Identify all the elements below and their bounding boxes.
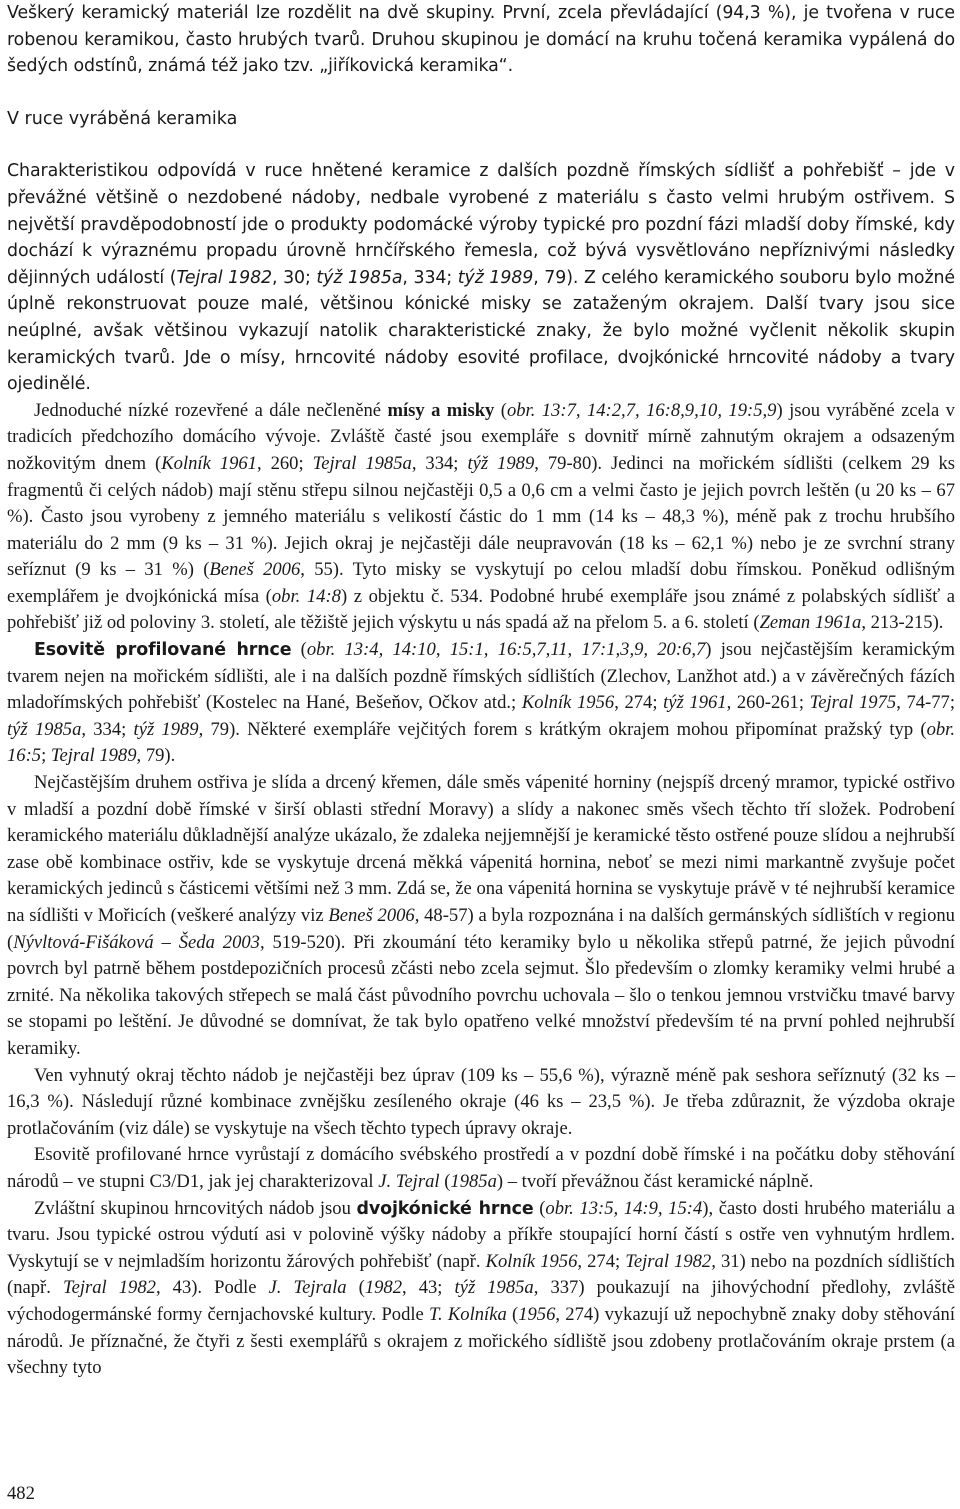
citation: Tejral 1982 xyxy=(62,1277,156,1299)
text-run: ) jsou nejčastějším keramickým tvarem nejen na mořickém sídlišti, ale i na dalších pozdně římských sídlištích (Zlechov, Lanžhot atd.) a v závěrečných fázích mladořímských pohřebišť (Kostelec na Hané, Bešeňov, Očkov atd.; xyxy=(7,639,955,714)
citation: týž 1989 xyxy=(133,718,199,740)
paragraph-7 xyxy=(7,1196,955,1382)
text-run: Zvláštní skupinou hrncovitých nádob jsou xyxy=(34,1197,357,1219)
text-column xyxy=(7,0,955,1382)
citation: Tejral 1985a xyxy=(312,452,412,474)
citation: Nývltová-Fišáková – Šeda 2003 xyxy=(13,931,260,953)
figure-reference: obr. 16:5 xyxy=(7,718,955,767)
citation: Kolník 1961 xyxy=(161,452,257,474)
intro-paragraph: Veškerý keramický materiál lze rozdělit na dvě skupiny. První, zcela převládající (94,3 %), je tvořena v ruce robenou keramikou, často hrubých tvarů. Druhou skupinou je domácí na kruhu točená keramika vypálená do šedých odstínů, známá též jako tzv. „jiříkovická keramika“. xyxy=(7,3,955,77)
citation: 1956 xyxy=(518,1303,556,1325)
text-run: , 334; xyxy=(402,267,458,288)
text-run: ; xyxy=(41,745,51,767)
text-run: ( xyxy=(291,639,307,661)
page-number: 482 xyxy=(7,1483,35,1504)
citation: týž 1989 xyxy=(467,452,535,474)
citation: Kolník 1956 xyxy=(521,692,615,714)
citation: týž 1989 xyxy=(457,267,534,288)
text-run: , 260; xyxy=(256,452,313,474)
text-run: ) – tvoří převážnou část keramické náplně. xyxy=(496,1170,814,1192)
text-run: , 55). Tyto misky se vyskytují po celou mladší dobu římskou. Poněkud odlišným exemplářem je dvojkónická mísa ( xyxy=(7,559,955,607)
text-run: , 48-57) a byla rozpoznána i na dalších germánských sídlištích v regionu ( xyxy=(7,905,955,953)
citation: týž 1985a xyxy=(454,1277,534,1299)
text-run: , 274) vykazují už nepochybně znaky doby stěhování národů. Je příznačné, že čtyři z šesti exemplářů s okrajem z mořického sídliště jsou zdobeny protlačováním okraje prstem (a všechny tyto xyxy=(7,1303,956,1379)
citation: Tejral 1975 xyxy=(809,692,897,714)
text-run: ( xyxy=(533,1197,546,1219)
text-run: ( xyxy=(346,1277,365,1299)
text-run: , 260-261; xyxy=(726,692,810,714)
text-run: ( xyxy=(494,399,507,421)
text-run: , 79). xyxy=(136,745,176,767)
paragraph-2 xyxy=(7,398,955,637)
citation: Beneš 2006 xyxy=(209,559,301,581)
text-run: , 519-520). Při zkoumání této keramiky bylo u několika střepů patrné, že jejich původní povrch byl patrně během postdepozičních procesů zčásti nebo zcela sejmut. Šlo především o zlomky keramiky velmi hrubé a zrnité. Na několika takových střepech se malá část původního povrchu uchovala – šlo o tenkou jemnou vrstvičku tmavé barvy se stopami po leštění. Je důvodné se domnívat, že tak bylo opatřeno velké množství především té na první pohled nejhrubší keramiky. xyxy=(7,931,955,1059)
text-run: ) jsou vyráběné zcela v tradicích předchozího domácího vývoje. Zvláště časté jsou exempláře s dovnitř mírně zahnutým okrajem a odsazeným nožkovitým dnem ( xyxy=(7,399,955,474)
citation: týž 1985a xyxy=(7,718,82,740)
text-run: , 79). Z celého keramického souboru bylo možné úplně rekonstruovat pouze malé, většinou kónické misky se zataženým okrajem. Další tvary jsou sice neúplné, avšak většinou vykazují natolik charakteristické znaky, že bylo možné vyčlenit několik skupin keramických tvarů. Jde o mísy, hrncovité nádoby esovité profilace, dvojkónické hrncovité nádoby a tvary ojedinělé. xyxy=(7,267,956,395)
paragraph-4 xyxy=(7,770,955,1063)
citation: Tejral 1982, xyxy=(625,1250,716,1272)
text-run: ) z objektu č. 534. Podobné hrubé exempláře jsou známé z polabských sídlišť a pohřebišť již od poloviny 3. století, ale těžiště jejich výskytu u nás spadá až na přelom 5. a 6. století ( xyxy=(7,585,955,634)
text-run: ), často dosti hrubého materiálu a tvaru. Jsou typické ostrou výdutí asi v polovině výšky nádoby a příkře stoupající horní částí s ostře ven vyhnutým hrdlem. Vyskytují se v nejmladším horizontu žárových pohřebišť (např. xyxy=(7,1197,956,1272)
text-run: ( xyxy=(439,1170,451,1192)
text-run: , 74-77; xyxy=(896,692,955,714)
text-run: , 30; xyxy=(272,267,317,288)
text-run: 31) nebo na pozdních sídlištích (např. xyxy=(7,1250,955,1299)
figure-reference: obr. 14:8 xyxy=(271,585,341,607)
section-heading: V ruce vyráběná keramika xyxy=(7,108,238,129)
text-run: ( xyxy=(506,1303,519,1325)
text-run: , 334; xyxy=(81,718,134,740)
bold-term: mísy a misky xyxy=(387,399,495,421)
citation: 1982 xyxy=(364,1277,402,1299)
text-run: Nejčastějším druhem ostřiva je slída a drcený křemen, dále směs vápenité horniny (nejspíš drcený mramor, typické ostřivo v mladší a pozdní době římské v širší oblasti střední Moravy) a slídy a nakonec směs všech těchto tří složek. Podrobení keramického materiálu důkladnější analýze ukázalo, že zdaleka nejjemnější je keramické těsto ostřené pouze slídou a nejhrubší zase obě kombinace ostřiv, kde se vyskytuje drcená měkká vápenitá hornina, neboť se mezi nimi markantně zvyšuje počet keramických jedinců s částicemi většími než 3 mm. Zdá se, že ona vápenitá hornina se vyskytuje právě v té nejhrubší keramice na sídlišti v Mořicích (veškeré analýzy viz xyxy=(7,772,955,926)
citation: týž 1985a xyxy=(316,267,403,288)
citation: 1985a xyxy=(450,1170,497,1192)
text-run: , 43). Podle xyxy=(155,1277,269,1299)
citation: Zeman 1961a xyxy=(759,612,862,634)
citation: Tejral 1989 xyxy=(50,745,137,767)
bold-term: Esovitě profilované hrnce xyxy=(34,640,292,661)
citation: týž 1961 xyxy=(663,692,727,714)
text-run: , 334; xyxy=(411,452,468,474)
figure-reference: obr. 13:4, 14:10, 15:1, 16:5,7,11, 17:1,3,9, 20:6,7 xyxy=(306,639,706,661)
text-run: , 79-80). Jedinci na mořickém sídlišti (celkem 29 ks fragmentů či celých nádob) mají stěnu střepu silnou nejčastěji 0,5 a 0,6 cm a velmi často je jejich povrch leštěn (u 20 ks – 67 %). Často jsou vyrobeny z jemného materiálu s velikostí částic do 1 mm (14 ks – 48,3 %), méně pak z trochu hrubšího materiálu do 2 mm (9 ks – 31 %). Jejich okraj je nejčastěji dále neupravován (18 ks – 62,1 %) nebo je ze svrchní strany seříznut (9 ks – 31 %) ( xyxy=(7,452,955,581)
text-run: Jednoduché nízké rozevřené a dále nečleněné xyxy=(34,399,388,421)
citation: Tejral 1982 xyxy=(176,267,273,288)
text-run: , 274; xyxy=(577,1250,626,1272)
bold-term: dvojkónické hrnce xyxy=(356,1198,534,1219)
text-run: , 213-215). xyxy=(861,612,944,634)
text-run: , 274; xyxy=(614,692,664,714)
author-name: J. Tejrala xyxy=(268,1277,347,1299)
paragraph-6 xyxy=(7,1142,955,1195)
text-run: , 79). Některé exempláře vejčitých forem s krátkým okrajem mohou připomínat pražský typ ( xyxy=(198,718,927,740)
paragraph-1 xyxy=(7,158,955,397)
text-run: Esovitě profilované hrnce vyrůstají z domácího svébského prostředí a v pozdní době římské i na počátku doby stěhování národů – ve stupni C3/D1, jak jej charakterizoval xyxy=(7,1144,955,1192)
author-name: T. Kolníka xyxy=(429,1303,507,1325)
text-run: Charakteristikou odpovídá v ruce hnětené keramice z dalších pozdně římských sídlišť a pohřebišť – jde v převážné většině o nezdobené nádoby, nedbale vyrobené z materiálu s často velmi hrubým ostřivem. xyxy=(7,161,955,208)
text-run: , 337) poukazují na jihovýchodní předlohy, zvláště východogermánské formy černjachovské kultury. Podle xyxy=(7,1277,955,1325)
figure-reference: obr. 13:5, 14:9, 15:4 xyxy=(545,1197,703,1219)
paragraph-3 xyxy=(7,637,955,770)
citation: Kolník 1956 xyxy=(485,1250,578,1272)
text-run: , 43; xyxy=(402,1277,455,1299)
paragraph-5: Ven vyhnutý okraj těchto nádob je nejčastěji bez úprav (109 ks – 55,6 %), výrazně méně pak seshora seříznutý (32 ks – 16,3 %). Následují různé kombinace zvnějšku zesíleného okraje (46 ks – 23,5 %). Je třeba zdůraznit, že výzdoba okraje protlačováním (viz dále) se vyskytuje na všech těchto typech úpravy okraje. xyxy=(7,1064,955,1139)
text-run: S největší pravděpodobností jde o produkty podomácké výroby typické pro pozdní fázi mladší doby římské, kdy dochází k výraznému propadu úrovně hrnčířského řemesla, což bývá vysvětlováno nepříznivými následky dějinných událostí ( xyxy=(7,187,955,288)
author-name: J. Tejral xyxy=(378,1170,440,1192)
figure-reference: obr. 13:7, 14:2,7, 16:8,9,10, 19:5,9 xyxy=(506,399,777,421)
citation: Beneš 2006 xyxy=(328,905,415,926)
